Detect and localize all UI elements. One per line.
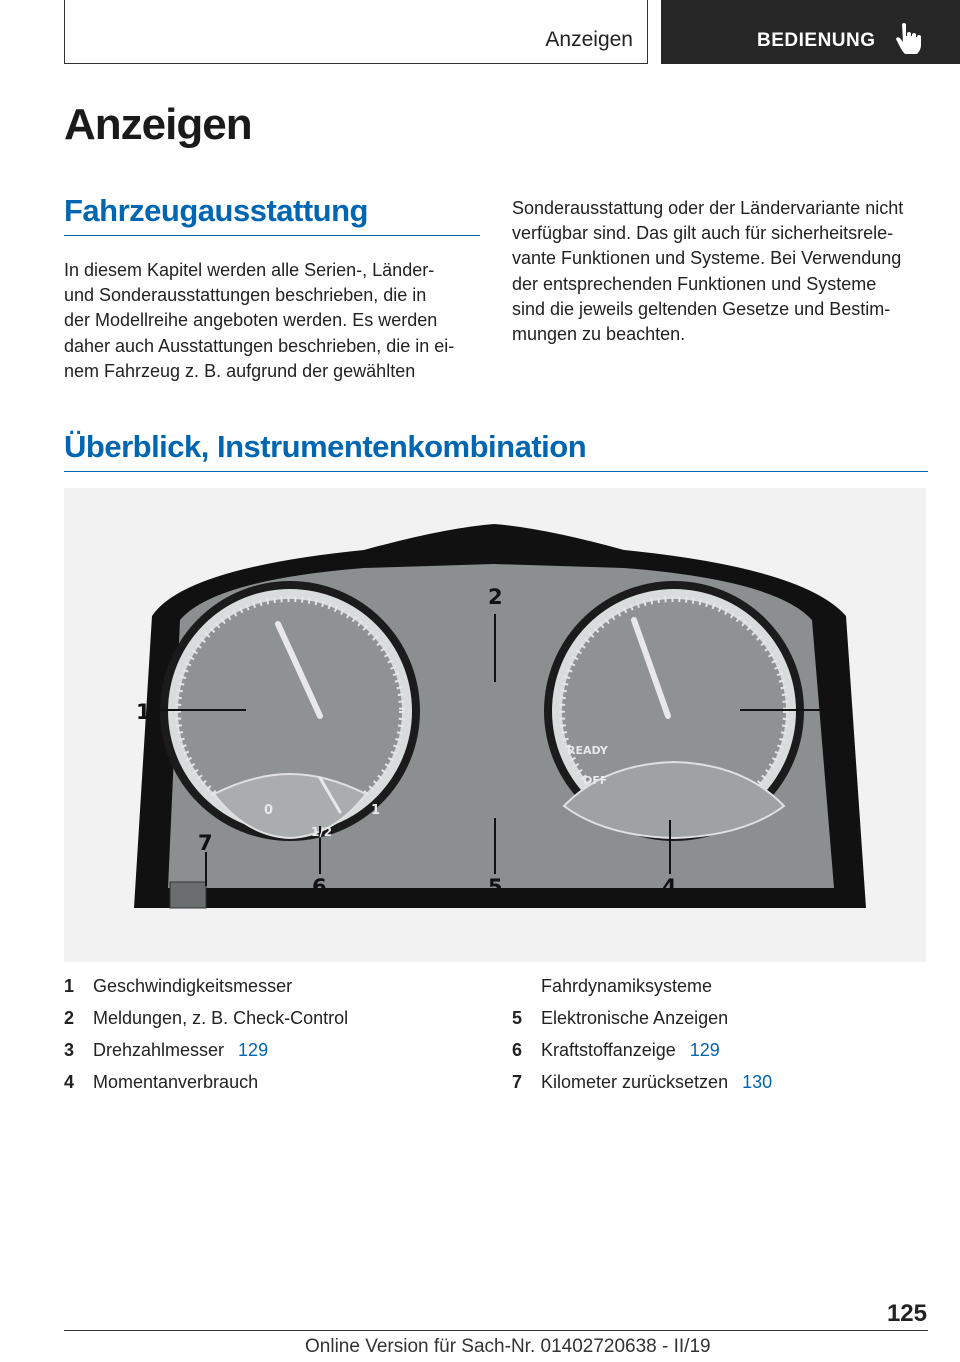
- page-ref-link[interactable]: 129: [238, 1040, 269, 1060]
- fuel-full-label: 1: [371, 803, 381, 818]
- header-chapter-tab: [661, 0, 960, 64]
- callout-6: 6: [312, 875, 327, 899]
- section-heading-fahrzeugausstattung: [64, 193, 480, 236]
- legend-num: 3: [64, 1040, 75, 1060]
- instrument-cluster-illustration: [64, 488, 926, 962]
- instrument-cluster-figure: [64, 488, 926, 962]
- trip-reset-display: [170, 882, 206, 908]
- section-heading-text: Überblick, Instrumentenkombination: [64, 429, 587, 464]
- callout-1: 1: [136, 700, 151, 724]
- paragraph-col1: In diesem Kapitel werden alle Serien-, Länder- und Sonderausstattungen beschrieben, die in der Modellreihe angeboten werden. Es werden daher auch Ausstattungen beschrieben, die in ei‐ nem Fahrzeug z. B. aufgrund der gewählten: [64, 260, 455, 381]
- legend-text: Drehzahlmesser: [93, 1040, 225, 1060]
- legend-text: Geschwindigkeitsmesser: [93, 976, 293, 996]
- pointing-hand-icon: [893, 22, 923, 56]
- legend-num: 7: [512, 1072, 523, 1092]
- section-heading-text: Fahrzeugausstattung: [64, 193, 368, 228]
- callout-5: 5: [488, 875, 503, 899]
- header-chapter-label: BEDIENUNG: [757, 30, 876, 51]
- page-title: Anzeigen: [64, 100, 252, 149]
- legend-text: Kraftstoffanzeige: [541, 1040, 676, 1060]
- legend-text: Meldungen, z. B. Check-Control: [93, 1008, 349, 1028]
- header-section-label: Anzeigen: [545, 28, 633, 51]
- callout-4: 4: [662, 875, 677, 899]
- page-ref-link[interactable]: 129: [689, 1040, 720, 1060]
- paragraph-col2: Sonderausstattung oder der Ländervariante nicht verfügbar sind. Das gilt auch für sicherheitsrele‐ vante Funktionen und Systeme. Bei Verwendung der entsprechenden Funktionen und Systeme sind die jeweils geltenden Gesetze und Bestim‐ mungen zu beachten.: [512, 198, 904, 345]
- header-section-box: [64, 0, 648, 64]
- legend-text: Fahrdynamiksysteme: [541, 976, 713, 996]
- legend-num: 2: [64, 1008, 75, 1028]
- fuel-empty-label: 0: [264, 803, 274, 818]
- legend-num: 6: [512, 1040, 523, 1060]
- callout-7: 7: [198, 831, 213, 855]
- callout-3: 3: [838, 700, 853, 724]
- ready-label: READY: [567, 744, 608, 757]
- footer-divider: [64, 1330, 928, 1331]
- legend-col1: [64, 976, 484, 1100]
- legend-num: 1: [64, 976, 75, 996]
- fuel-half-label: 1/2: [311, 825, 333, 839]
- legend-text: Elektronische Anzeigen: [541, 1008, 729, 1028]
- footer-online-version: Online Version für Sach-Nr. 01402720638 - II/19: [305, 1336, 711, 1357]
- legend-num: 5: [512, 1008, 523, 1028]
- off-label: OFF: [583, 774, 608, 787]
- legend-col2: [512, 976, 932, 1100]
- legend-num: 4: [64, 1072, 75, 1092]
- page-ref-link[interactable]: 130: [742, 1072, 773, 1092]
- callout-2: 2: [488, 585, 503, 609]
- page-number: 125: [886, 1300, 927, 1327]
- legend-text: Kilometer zurücksetzen: [541, 1072, 729, 1092]
- legend-text: Momentanverbrauch: [93, 1072, 259, 1092]
- section-heading-ueberblick: [64, 429, 928, 472]
